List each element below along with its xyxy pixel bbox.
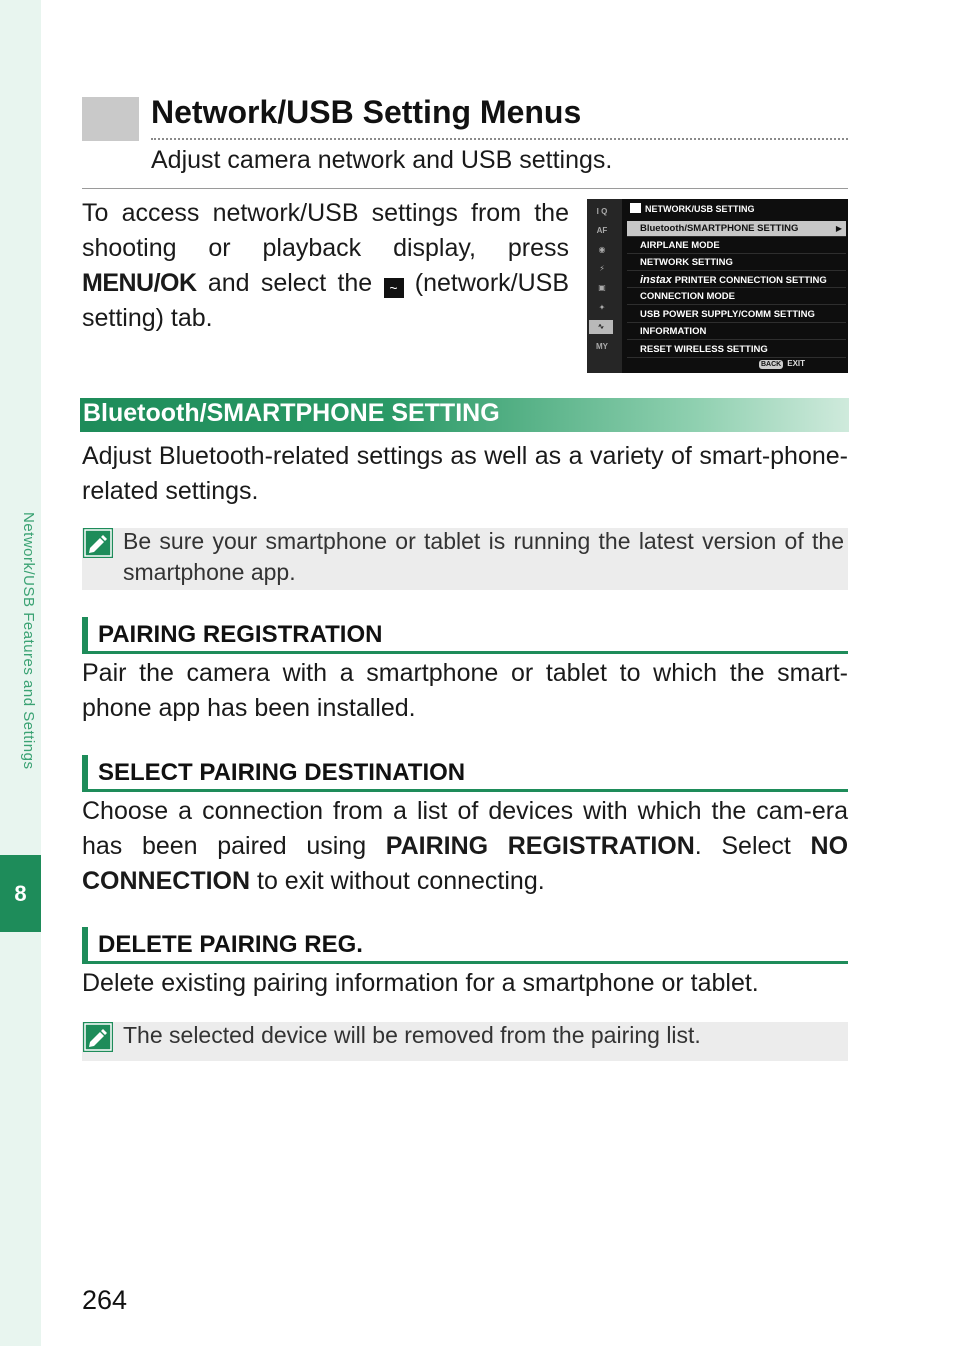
section-heading-bar — [80, 398, 849, 432]
back-button-icon: BACK — [761, 361, 782, 368]
camera-menu-item — [627, 324, 846, 340]
wrench-tab-icon: ✦ — [598, 303, 606, 312]
camera-menu-item — [627, 255, 846, 271]
page-subtitle: Adjust camera network and USB settings. — [151, 146, 613, 174]
camera-menu-item — [627, 221, 846, 237]
network-usb-tab-icon: ∿ — [589, 320, 613, 334]
title-divider — [151, 138, 848, 140]
note-box — [82, 1022, 848, 1061]
intro-text-1: To access network/USB settings from the shooting or playback display, press — [82, 199, 569, 262]
image-quality-tab-icon: I Q — [596, 207, 608, 216]
camera-menu-item — [627, 272, 846, 288]
page-number: 264 — [82, 1285, 128, 1315]
subheading-select-pairing-destination — [82, 755, 848, 792]
title-marker — [82, 97, 139, 141]
subheading-text: DELETE PAIRING REG. — [98, 931, 363, 958]
camera-menu-title: NETWORK/USB SETTING — [645, 204, 755, 214]
chevron-right-icon: ▶ — [835, 224, 842, 233]
select-pairing-body — [82, 794, 848, 899]
camera-menu-screen — [587, 199, 848, 373]
af-mf-tab-icon: AF — [596, 226, 608, 235]
note-icon — [83, 1022, 113, 1052]
camera-menu-item-label: CONNECTION MODE — [640, 291, 735, 302]
camera-menu-item — [627, 342, 846, 358]
camera-menu-tabs — [587, 199, 622, 373]
camera-menu-item-label: NETWORK SETTING — [640, 257, 733, 268]
exit-label: EXIT — [787, 359, 806, 368]
camera-menu-footer — [759, 359, 805, 369]
my-menu-tab-icon: MY — [596, 342, 608, 351]
section-description: Adjust Bluetooth-related settings as well as a variety of smart-phone-related settings. — [82, 442, 848, 505]
note-icon — [83, 528, 113, 558]
page-title: Network/USB Setting Menus — [151, 94, 582, 130]
camera-menu-item-label: PRINTER CONNECTION SETTING — [674, 275, 827, 286]
camera-menu-item-label: Bluetooth/SMARTPHONE SETTING — [640, 223, 799, 234]
no-connection-ref: NO CONNECTION — [82, 832, 849, 895]
instax-logo: instax — [640, 274, 672, 286]
header-rule — [82, 188, 848, 189]
subheading-delete-pairing-reg — [82, 927, 848, 964]
note-text: The selected device will be removed from the pairing list. — [123, 1022, 701, 1048]
network-tab-icon: ~ — [384, 278, 404, 298]
camera-menu-item-label: AIRPLANE MODE — [640, 240, 720, 251]
camera-menu-item — [627, 307, 846, 323]
camera-menu-header — [630, 203, 755, 214]
camera-menu-item — [627, 238, 846, 254]
subheading-pairing-registration — [82, 617, 848, 654]
intro-paragraph — [82, 196, 569, 336]
subheading-text: SELECT PAIRING DESTINATION — [98, 759, 466, 786]
intro-text-3: (network/USB setting) tab. — [82, 269, 570, 332]
select-pairing-text-2: . Select — [694, 832, 791, 860]
note-text: Be sure your smartphone or tablet is running the latest version of the smartphone app. — [123, 528, 844, 585]
camera-tab-icon: ◉ — [598, 245, 606, 254]
subheading-marker — [82, 755, 88, 789]
chapter-label: Network/USB Features and Settings — [20, 512, 37, 770]
section-title: Bluetooth/SMARTPHONE SETTING — [83, 399, 500, 427]
chapter-number-tab[interactable] — [0, 855, 41, 932]
movie-tab-icon: ▣ — [598, 283, 606, 292]
note-box — [82, 528, 848, 590]
menu-ok-key: MENU/OK — [82, 269, 197, 297]
camera-menu-item — [627, 289, 846, 305]
subheading-marker — [82, 617, 88, 651]
camera-menu-item-label: INFORMATION — [640, 326, 707, 337]
pairing-registration-body: Pair the camera with a smartphone or tablet to which the smart-phone app has been installed. — [82, 659, 848, 722]
subheading-marker — [82, 927, 88, 961]
subheading-text: PAIRING REGISTRATION — [98, 621, 383, 648]
intro-text-2: and select the — [207, 269, 373, 297]
flash-tab-icon: ⚡ — [599, 264, 605, 273]
chapter-number: 8 — [14, 880, 27, 906]
network-header-icon — [630, 203, 641, 213]
delete-pairing-body: Delete existing pairing information for a smartphone or tablet. — [82, 969, 759, 997]
camera-menu-item-label: USB POWER SUPPLY/COMM SETTING — [640, 309, 815, 320]
camera-menu-item-label: RESET WIRELESS SETTING — [640, 344, 768, 355]
select-pairing-text-3: to exit without connecting. — [257, 867, 545, 895]
pairing-registration-ref: PAIRING REGISTRATION — [385, 832, 695, 860]
select-pairing-text-1: Choose a connection from a list of devices with which the cam-era has been paired using — [82, 797, 848, 860]
